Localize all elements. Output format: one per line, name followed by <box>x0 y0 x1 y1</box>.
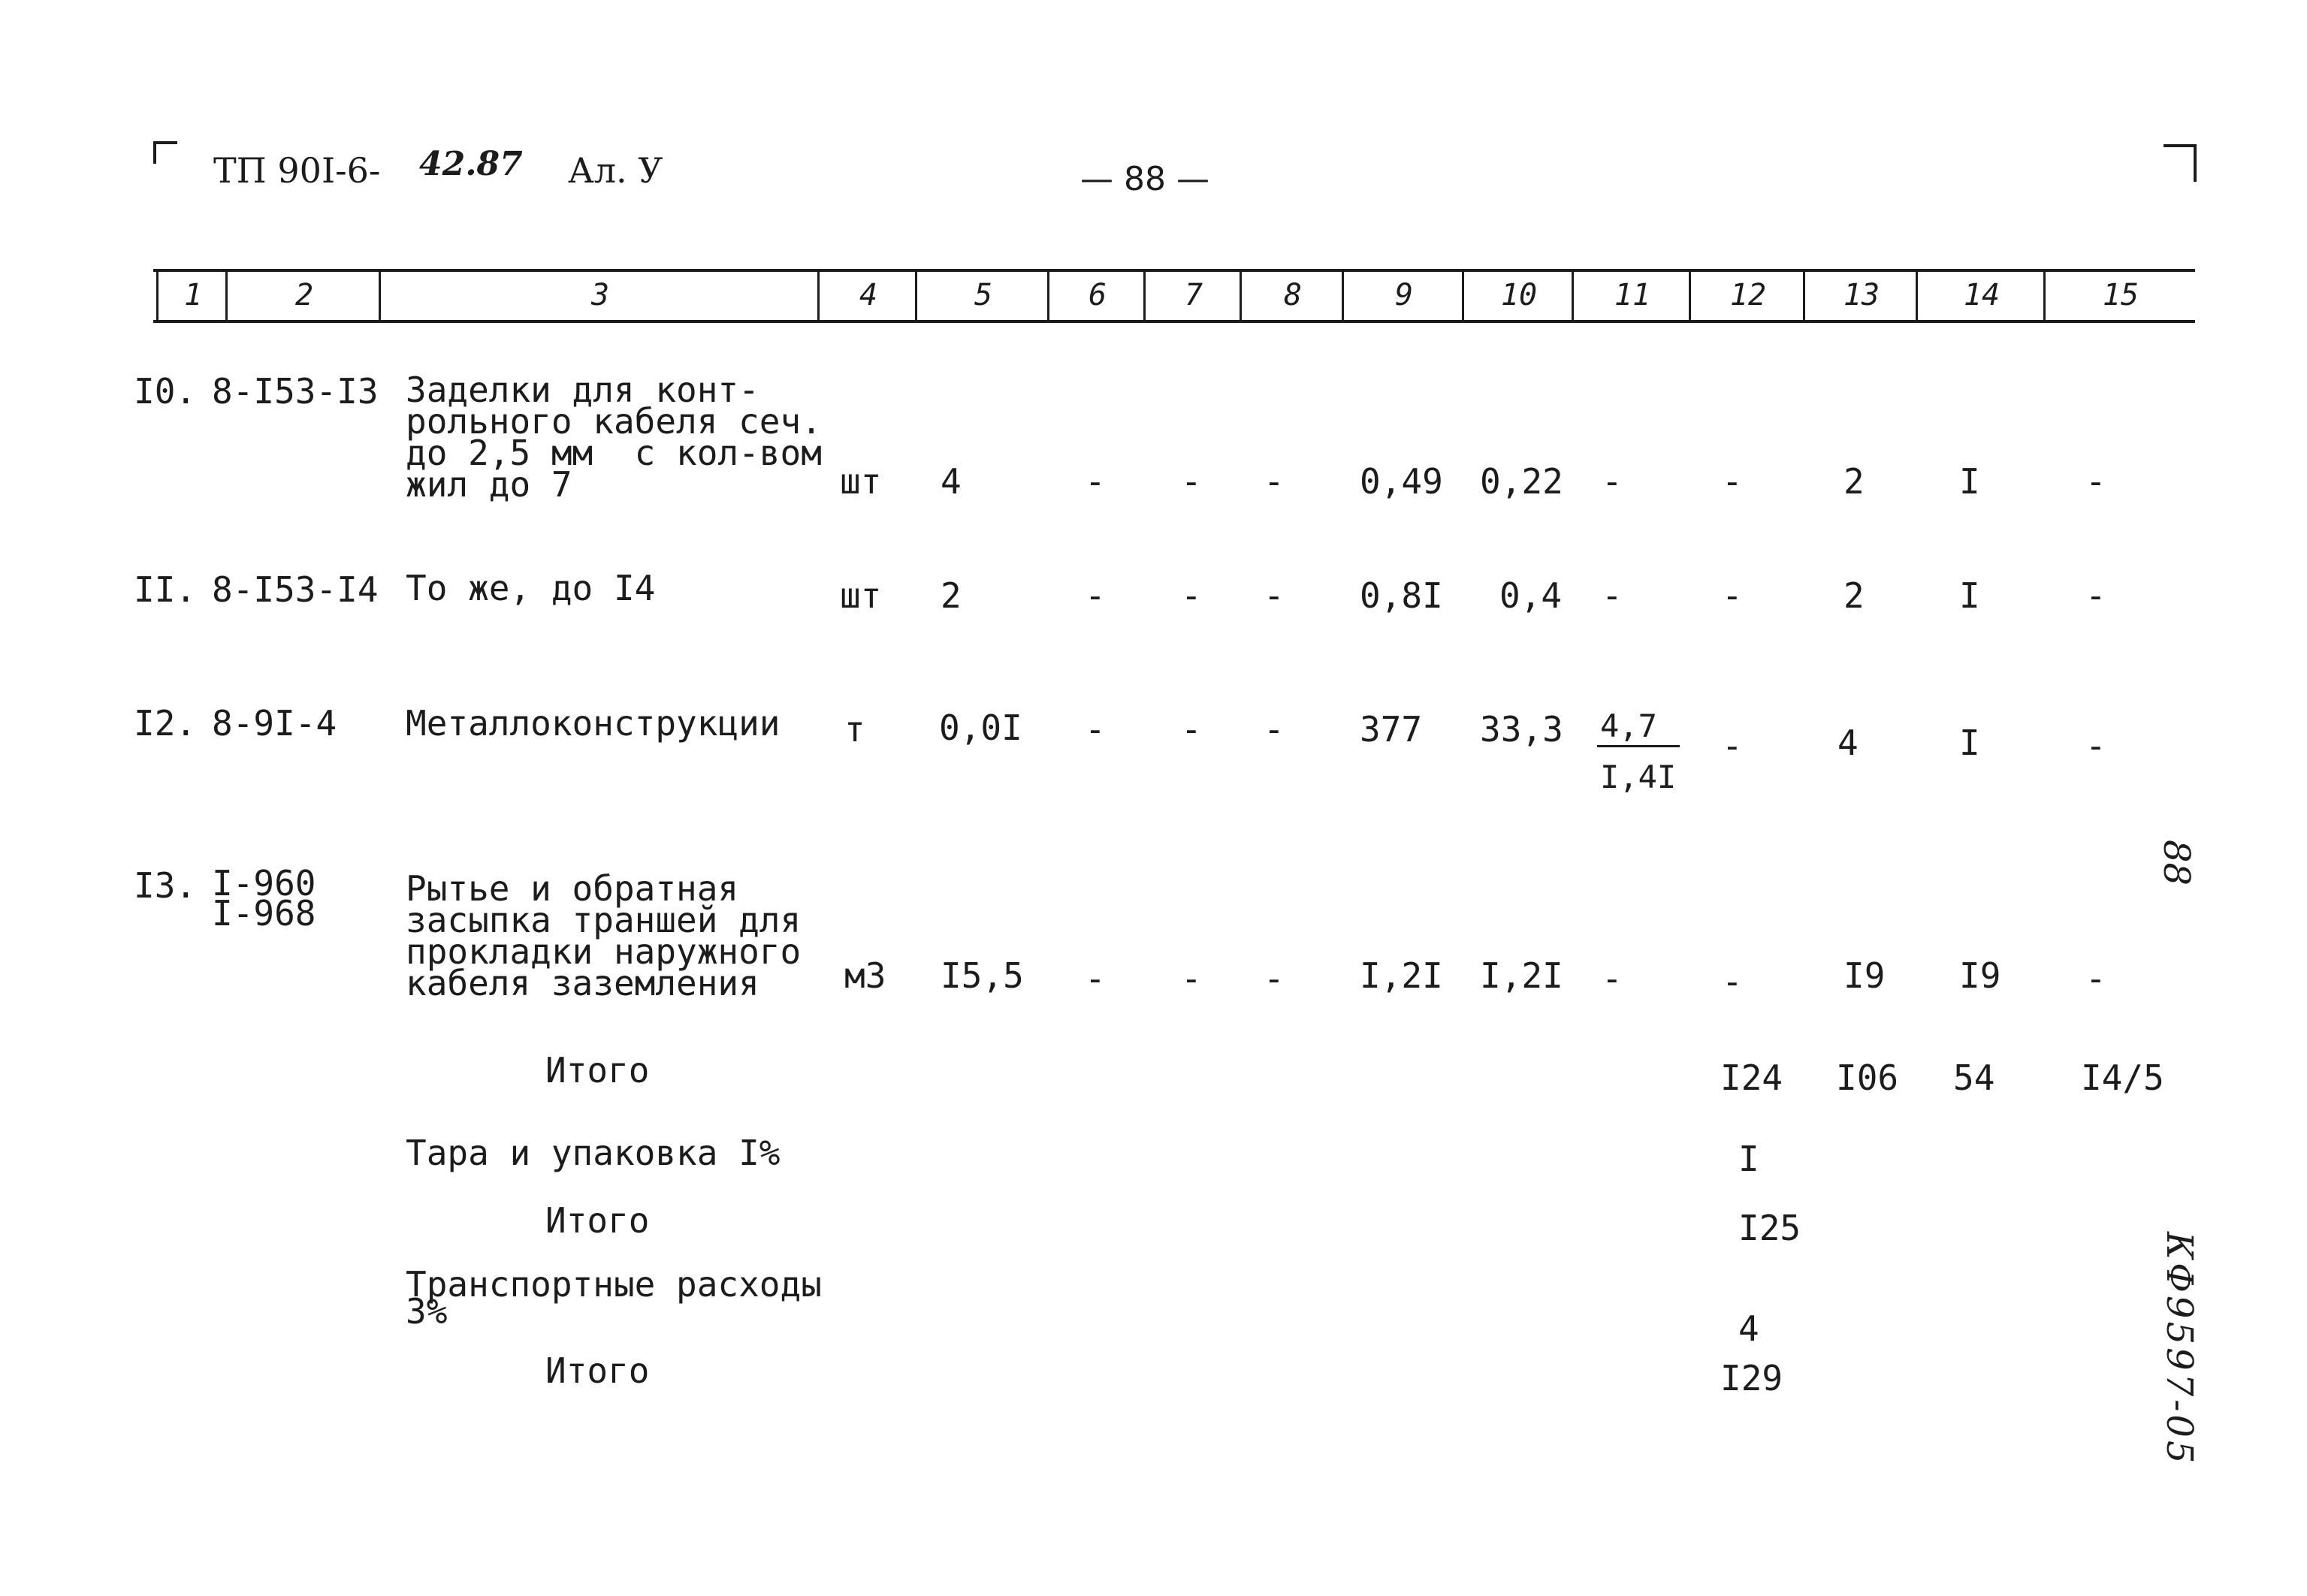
header-col-6: 6 <box>1047 270 1146 320</box>
header-col-15: 15 <box>2043 270 2196 320</box>
row-12-c6: - <box>1085 709 1106 750</box>
row-13-c12: - <box>1722 961 1743 1002</box>
page-number: — 88 — <box>1080 160 1209 198</box>
side-page-number: 88 <box>2155 840 2197 886</box>
header-col-3: 3 <box>379 270 820 320</box>
row-11-c14: I <box>1959 575 1980 616</box>
row-12-c15: - <box>2085 726 2106 766</box>
row-11-c11: - <box>1602 575 1623 616</box>
row-13-unit: м3 <box>844 955 886 996</box>
header-col-7: 7 <box>1143 270 1242 320</box>
header-col-4: 4 <box>817 270 917 320</box>
row-12-c13: 4 <box>1837 723 1859 763</box>
itogo-1-c15: I4/5 <box>2081 1057 2164 1098</box>
itogo-1-c13: I06 <box>1836 1057 1899 1098</box>
row-12-c14: I <box>1959 723 1980 763</box>
row-11-c12: - <box>1722 575 1743 616</box>
row-12-qty: 0,0I <box>939 707 1022 748</box>
doc-code: ТП 90I-6- <box>213 150 381 191</box>
row-12-c10: 33,3 <box>1480 709 1563 750</box>
row-12-c8: - <box>1264 709 1285 750</box>
transport-label: Транспортные расходы 3% <box>406 1264 822 1332</box>
row-11-c9: 0,8I <box>1360 575 1443 616</box>
header-col-2: 2 <box>225 270 381 320</box>
row-10-unit: шт <box>840 461 882 502</box>
tara-c12: I <box>1738 1139 1759 1179</box>
row-12-num: I2. <box>134 703 197 744</box>
row-13-c6: - <box>1085 958 1106 999</box>
row-11-c8: - <box>1264 575 1285 616</box>
row-11-c6: - <box>1085 575 1106 616</box>
row-10-desc: Заделки для конт- рольного кабеля сеч. до 2,5 мм с кол-вом жил до 7 <box>406 370 822 505</box>
album-label: Ал. У <box>568 150 663 191</box>
row-11-qty: 2 <box>941 575 962 616</box>
row-13-c11: - <box>1602 958 1623 999</box>
itogo-3-label: Итого <box>545 1350 650 1391</box>
row-10-c9: 0,49 <box>1360 461 1443 502</box>
row-11-c7: - <box>1181 575 1202 616</box>
row-10-c14: I <box>1959 461 1980 502</box>
row-12-desc: Металлоконструкции <box>406 703 781 744</box>
row-12-c7: - <box>1181 709 1202 750</box>
row-11-num: II. <box>134 569 197 610</box>
row-12-unit: т <box>844 709 865 750</box>
itogo-2-c12: I25 <box>1738 1208 1801 1248</box>
row-12-c11-top: 4,7 <box>1600 707 1657 744</box>
row-11-unit: шт <box>840 575 882 616</box>
row-13-c15: - <box>2085 958 2106 999</box>
row-13-c10: I,2I <box>1480 955 1563 996</box>
row-12-code: 8-9I-4 <box>212 703 337 744</box>
row-11-c13: 2 <box>1843 575 1865 616</box>
row-10-c6: - <box>1085 461 1106 502</box>
header-col-13: 13 <box>1803 270 1918 320</box>
header-col-12: 12 <box>1689 270 1805 320</box>
row-13-c9: I,2I <box>1360 955 1443 996</box>
itogo-1-c14: 54 <box>1953 1057 1995 1098</box>
row-10-c13: 2 <box>1843 461 1865 502</box>
row-13-desc: Рытье и обратная засыпка траншей для прокладки наружного кабеля заземления <box>406 868 802 1003</box>
row-11-c10: 0,4 <box>1499 575 1563 616</box>
doc-code-handwritten: 42.87 <box>419 145 523 183</box>
header-col-1: 1 <box>156 270 228 320</box>
row-12-c9: 377 <box>1360 709 1423 750</box>
header-col-8: 8 <box>1240 270 1344 320</box>
row-10-c11: - <box>1602 461 1623 502</box>
table-header-bottom-line <box>153 320 2195 323</box>
row-12-c11-bottom: I,4I <box>1600 759 1677 795</box>
itogo-1-c12: I24 <box>1720 1057 1783 1098</box>
row-13-c7: - <box>1181 958 1202 999</box>
row-11-desc: То же, до I4 <box>406 568 656 608</box>
transport-c12: 4 <box>1738 1308 1759 1349</box>
row-10-num: I0. <box>134 371 197 412</box>
header-col-11: 11 <box>1572 270 1691 320</box>
tara-label: Тара и упаковка I% <box>406 1133 781 1173</box>
row-12-c12: - <box>1722 726 1743 766</box>
row-10-c8: - <box>1264 461 1285 502</box>
row-10-code: 8-I53-I3 <box>212 371 379 412</box>
corner-mark-top-left <box>153 141 177 164</box>
row-13-c8: - <box>1264 958 1285 999</box>
row-13-qty: I5,5 <box>941 955 1024 996</box>
row-13-code: I-960 I-968 <box>212 863 316 934</box>
row-10-c10: 0,22 <box>1480 461 1563 502</box>
row-10-c7: - <box>1181 461 1202 502</box>
header-col-14: 14 <box>1916 270 2046 320</box>
row-11-code: 8-I53-I4 <box>212 569 379 610</box>
row-10-c15: - <box>2085 461 2106 502</box>
corner-mark-top-right <box>2164 144 2197 182</box>
itogo-2-label: Итого <box>545 1200 650 1241</box>
header-col-9: 9 <box>1342 270 1464 320</box>
header-col-5: 5 <box>915 270 1049 320</box>
row-13-c14: I9 <box>1959 955 2001 996</box>
row-10-c12: - <box>1722 461 1743 502</box>
header-col-10: 10 <box>1462 270 1574 320</box>
itogo-1-label: Итого <box>545 1050 650 1091</box>
row-11-c15: - <box>2085 575 2106 616</box>
archive-stamp: КФ9597-05 <box>2158 1232 2200 1467</box>
itogo-3-c12: I29 <box>1720 1358 1783 1398</box>
row-12-c11-fraction-line <box>1597 745 1680 747</box>
row-13-c13: I9 <box>1843 955 1886 996</box>
row-10-qty: 4 <box>941 461 962 502</box>
row-13-num: I3. <box>134 865 197 906</box>
